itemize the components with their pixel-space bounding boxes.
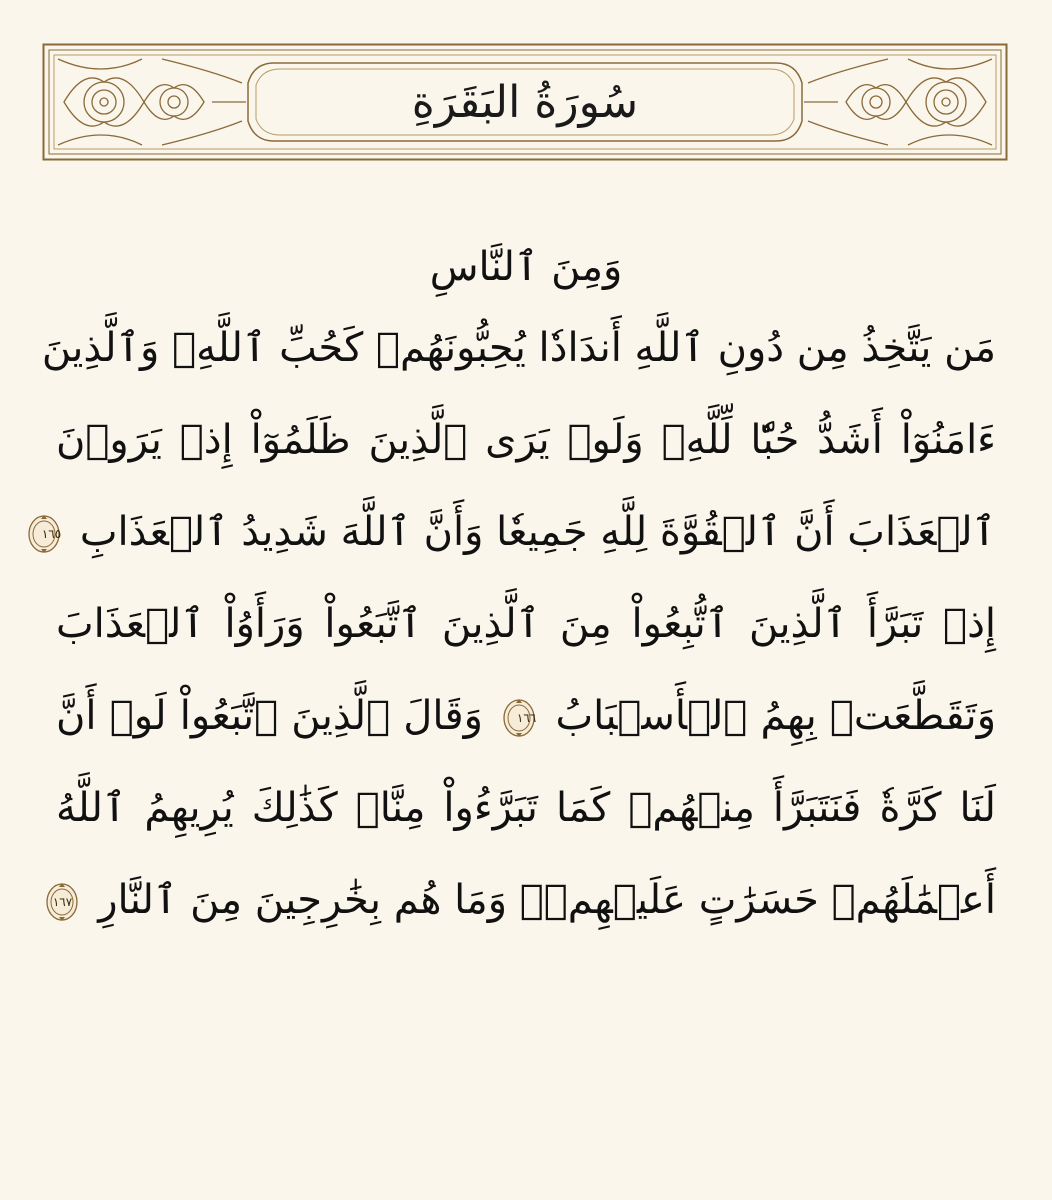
verse-line-8-text: أَعۡمَٰلَهُمۡ حَسَرَٰتٍ عَلَيۡهِمۡۖ وَمَا هُم بِخَٰرِجِينَ مِنَ ٱلنَّارِ: [98, 877, 996, 923]
verse-line-8: [52, 854, 996, 946]
verse-line-2: مَن يَتَّخِذُ مِن دُونِ ٱللَّهِ أَندَادٗا يُحِبُّونَهُمۡ كَحُبِّ ٱللَّهِۖ وَٱلَّذِينَ: [41, 325, 996, 371]
verse-line-4: [41, 486, 996, 578]
surah-title: سُورَةُ البَقَرَةِ: [411, 77, 639, 128]
surah-header: [42, 43, 1008, 161]
verse-line-3: ءَامَنُوٓاْ أَشَدُّ حُبّٗا لِّلَّهِۗ وَلَوۡ يَرَى ٱلَّذِينَ ظَلَمُوٓاْ إِذۡ يَرَوۡنَ: [56, 417, 996, 463]
ayah-number: ١٦٧: [52, 895, 73, 909]
verse-line-1: وَمِنَ ٱلنَّاسِ: [429, 244, 623, 290]
ayah-marker-166: [502, 698, 536, 738]
verse-text-block: [41, 232, 997, 946]
verse-line-6: [56, 670, 996, 762]
ayah-number: ١٦٥: [41, 527, 62, 541]
ayah-marker-167: [45, 882, 79, 922]
verse-line-6-text-b: وَقَالَ ٱلَّذِينَ ٱتَّبَعُواْ لَوۡ أَنَّ: [56, 693, 483, 739]
ayah-marker-165: [27, 514, 61, 554]
verse-line-4-text: ٱلۡعَذَابَ أَنَّ ٱلۡقُوَّةَ لِلَّهِ جَمِيعٗا وَأَنَّ ٱللَّهَ شَدِيدُ ٱلۡعَذَابِ: [79, 509, 996, 555]
ayah-number: ١٦٦: [516, 711, 537, 725]
verse-line-5: إِذۡ تَبَرَّأَ ٱلَّذِينَ ٱتُّبِعُواْ مِنَ ٱلَّذِينَ ٱتَّبَعُواْ وَرَأَوُاْ ٱلۡعَذَابَ: [56, 601, 996, 647]
verse-line-6-text-a: وَتَقَطَّعَتۡ بِهِمُ ٱلۡأَسۡبَابُ: [555, 693, 997, 739]
verse-line-7: لَنَا كَرَّةٗ فَنَتَبَرَّأَ مِنۡهُمۡ كَمَا تَبَرَّءُواْ مِنَّاۗ كَذَٰلِكَ يُرِيهِمُ ٱللَّهُ: [56, 785, 996, 831]
